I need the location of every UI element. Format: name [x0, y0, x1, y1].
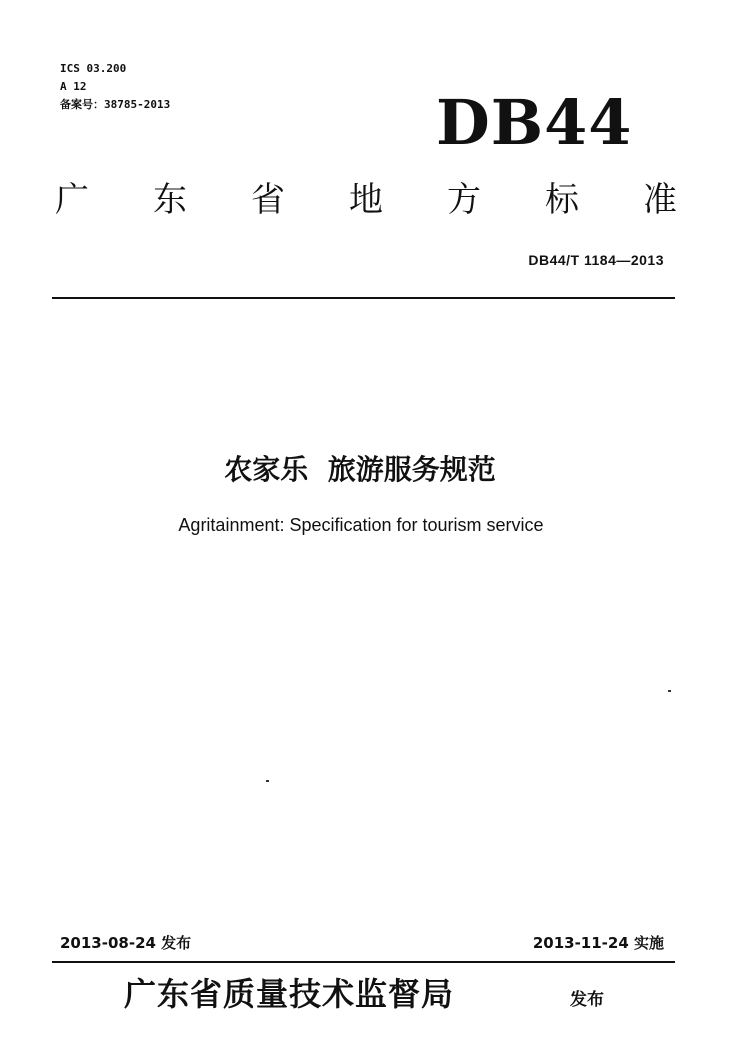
standard-mark: DB44 [436, 86, 633, 159]
standard-type-char: 地 [349, 180, 383, 220]
top-divider [52, 297, 675, 299]
document-title-english: Agritainment: Specification for tourism service [178, 515, 544, 535]
issue-date: 2013-08-24 发布 [60, 934, 192, 952]
standard-type-title [55, 175, 677, 225]
standard-type-char: 方 [447, 180, 481, 220]
standard-type-char: 准 [643, 180, 677, 220]
publisher-name: 广东省质量技术监督局 [124, 975, 455, 1013]
ics-code: ICS 03.200 [60, 62, 127, 75]
scan-speck [668, 690, 671, 692]
effective-date: 2013-11-24 实施 [532, 934, 664, 952]
classification-block [60, 60, 170, 114]
standard-type-char: 广 [55, 180, 89, 220]
document-title-chinese: 农家乐 旅游服务规范 [224, 453, 496, 486]
bottom-divider [52, 961, 675, 963]
standard-code: DB44/T 1184—2013 [528, 252, 664, 268]
standard-type-char: 省 [251, 180, 285, 220]
record-number: 备案号：38785-2013 [60, 98, 171, 111]
standard-type-char: 东 [153, 180, 187, 220]
publish-label: 发布 [570, 990, 604, 1010]
scan-speck [266, 780, 269, 782]
category-code: A 12 [60, 80, 87, 93]
standard-type-char: 标 [545, 180, 579, 220]
